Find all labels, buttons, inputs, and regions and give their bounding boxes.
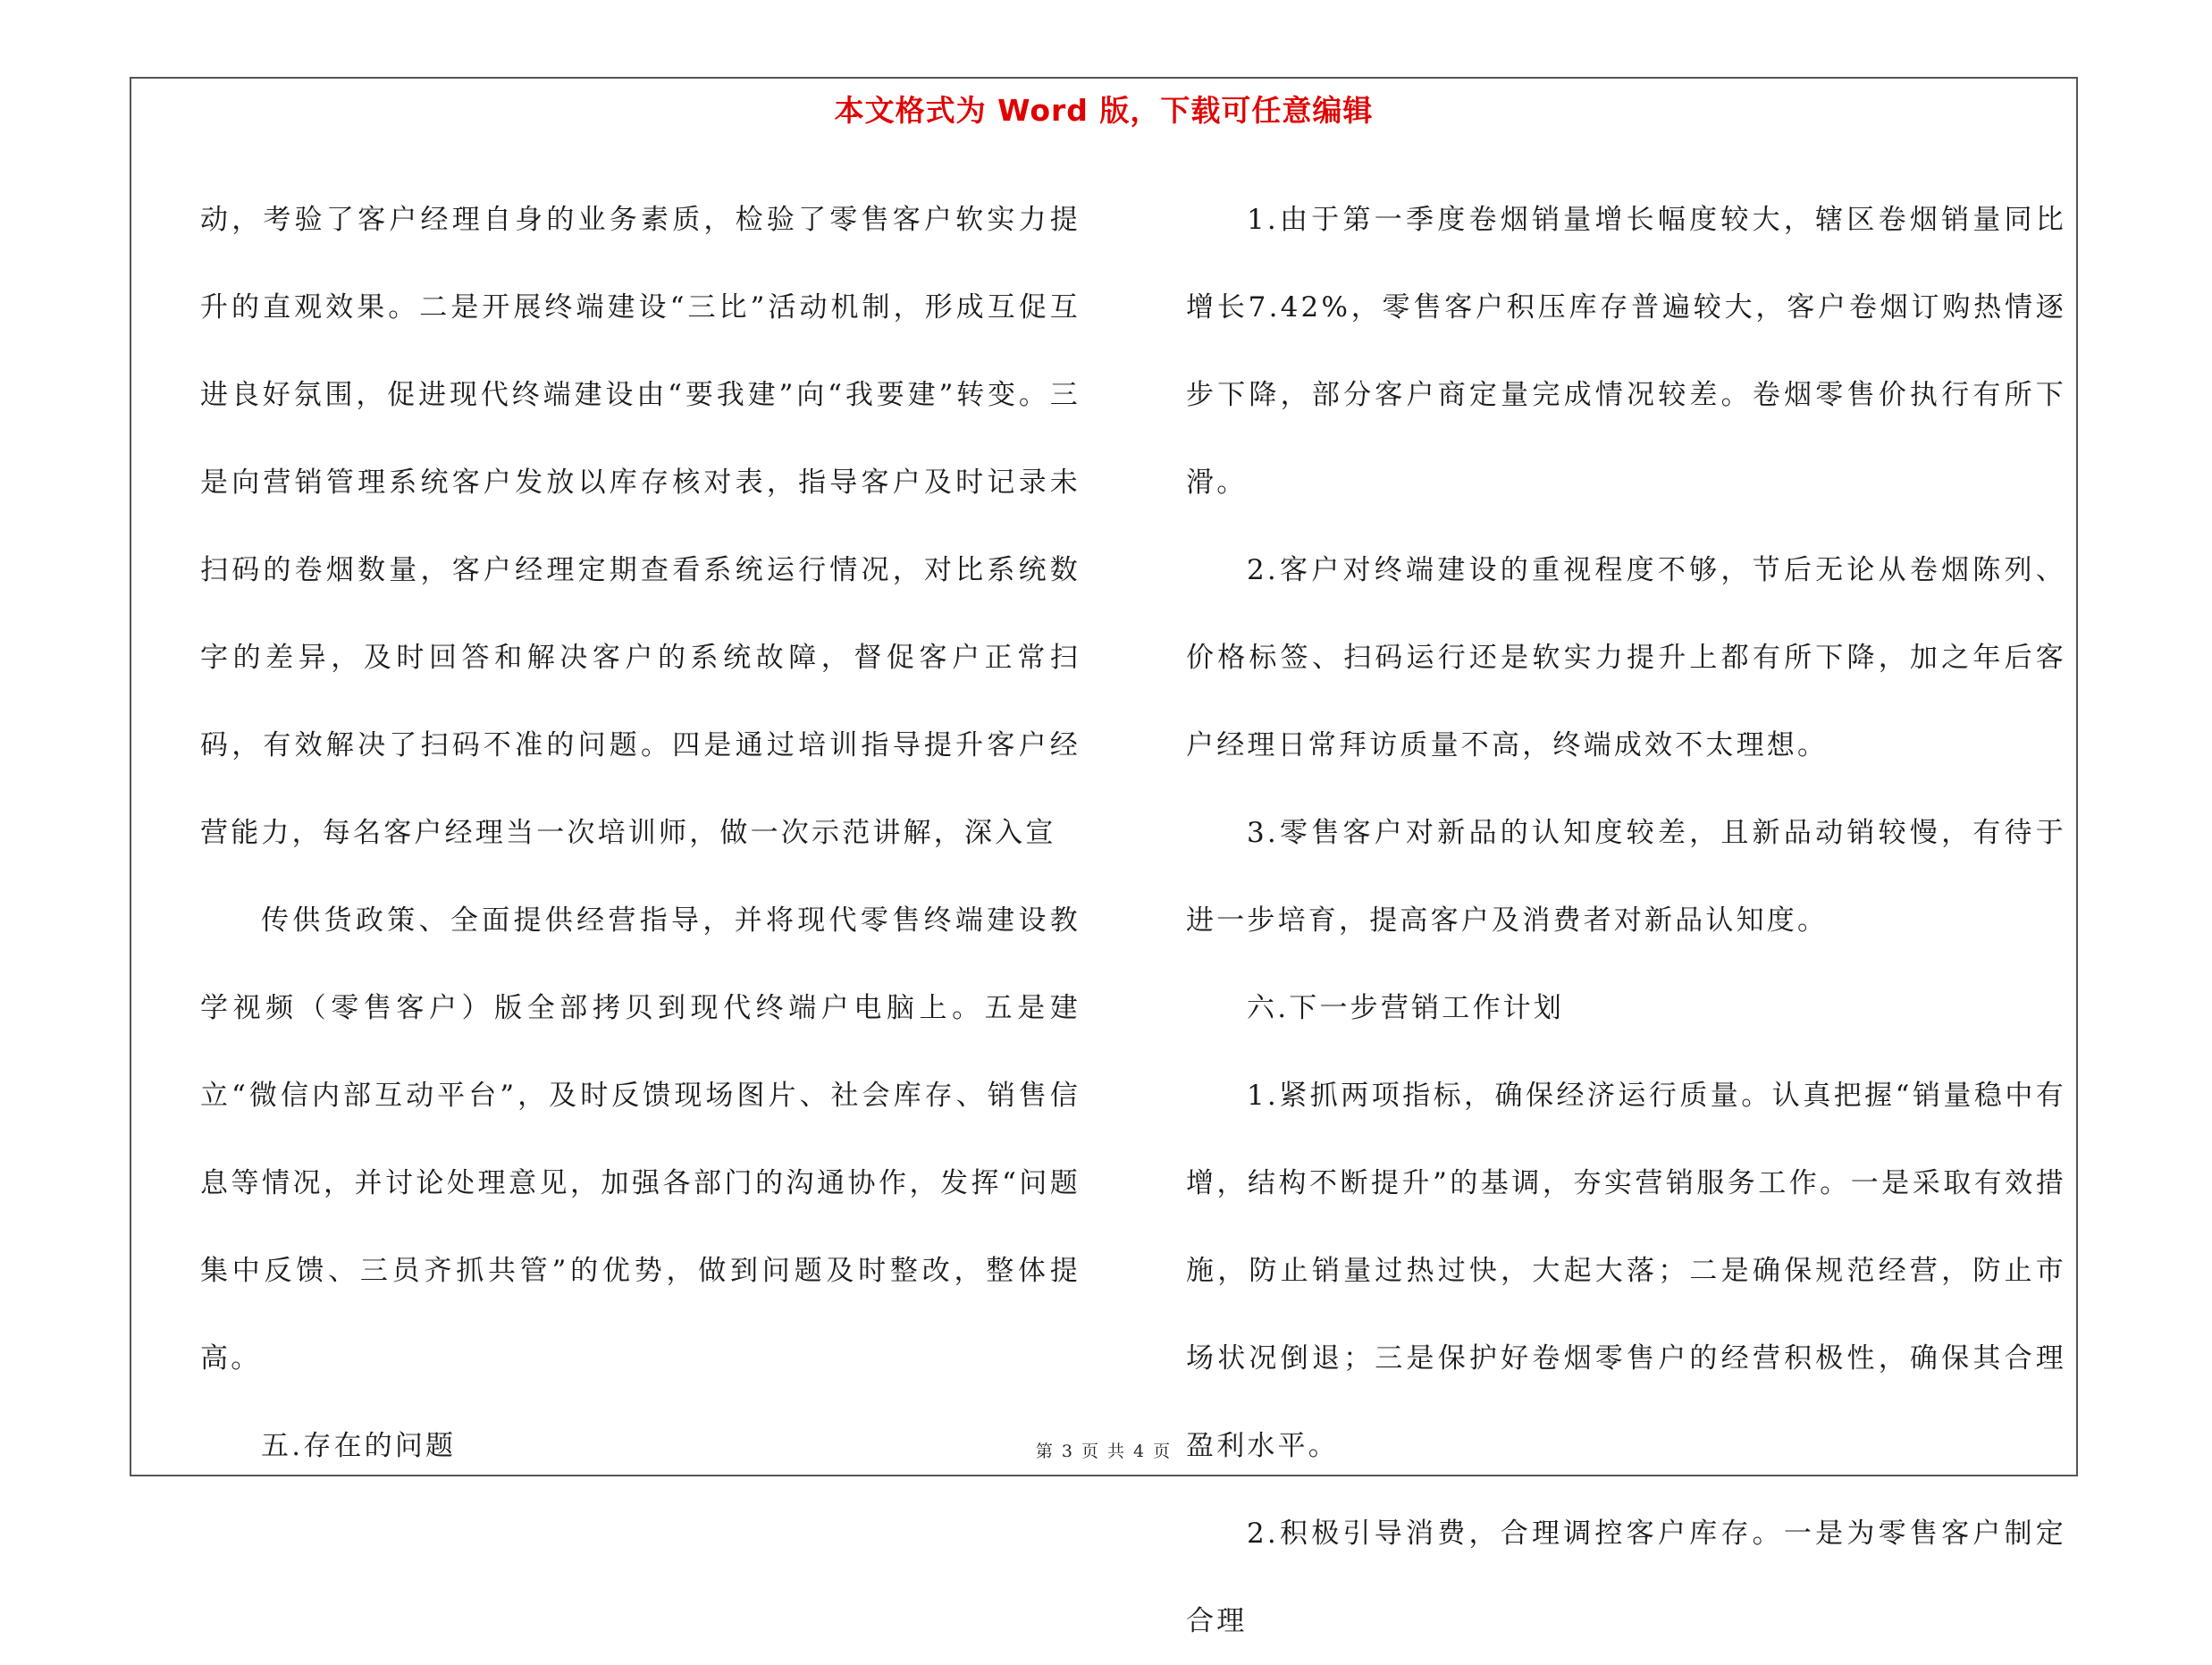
paragraph: 2.客户对终端建设的重视程度不够，节后无论从卷烟陈列、价格标签、扫码运行还是软实力提升上都有所下降，加之年后客户经理日常拜访质量不高，终端成效不太理想。	[1186, 554, 2066, 761]
paragraph: 3.零售客户对新品的认知度较差，且新品动销较慢，有待于进一步培育，提高客户及消费者对新品认知度。	[1186, 817, 2066, 937]
left-column	[200, 176, 1081, 1490]
paragraph: 动，考验了客户经理自身的业务素质，检验了零售客户软实力提升的直观效果。二是开展终端建设“三比”活动机制，形成互促互进良好氛围，促进现代终端建设由“要我建”向“我要建”转变。三是向营销管理系统客户发放以库存核对表，指导客户及时记录未扫码的卷烟数量，客户经理定期查看系统运行情况，对比系统数字的差异，及时回答和解决客户的系统故障，督促客户正常扫码，有效解决了扫码不准的问题。四是通过培训指导提升客户经营能力，每名客户经理当一次培训师，做一次示范讲解，深入宣	[200, 204, 1081, 849]
section-heading: 五.存在的问题	[261, 1430, 457, 1462]
page-frame	[130, 77, 2078, 1637]
paragraph: 1.紧抓两项指标，确保经济运行质量。认真把握“销量稳中有增，结构不断提升”的基调，夯实营销服务工作。一是采取有效措施，防止销量过热过快，大起大落；二是确保规范经营，防止市场状况倒退；三是保护好卷烟零售户的经营积极性，确保其合理盈利水平。	[1186, 1080, 2066, 1462]
section-heading: 六.下一步营销工作计划	[1247, 992, 1565, 1024]
page-number: 第 3 页 共 4 页	[1035, 1442, 1173, 1461]
paragraph: 传供货政策、全面提供经营指导，并将现代零售终端建设教学视频（零售客户）版全部拷贝到现代终端户电脑上。五是建立“微信内部互动平台”，及时反馈现场图片、社会库存、销售信息等情况，并讨论处理意见，加强各部门的沟通协作，发挥“问题集中反馈、三员齐抓共管”的优势，做到问题及时整改，整体提高。	[200, 904, 1081, 1375]
paragraph: 2.积极引导消费，合理调控客户库存。一是为零售客户制定合理	[1186, 1518, 2066, 1637]
header-banner: 本文格式为 Word 版，下载可任意编辑	[834, 93, 1374, 128]
paragraph: 1.由于第一季度卷烟销量增长幅度较大，辖区卷烟销量同比增长7.42%，零售客户积压库存普遍较大，客户卷烟订购热情逐步下降，部分客户商定量完成情况较差。卷烟零售价执行有所下滑。	[1186, 204, 2066, 499]
